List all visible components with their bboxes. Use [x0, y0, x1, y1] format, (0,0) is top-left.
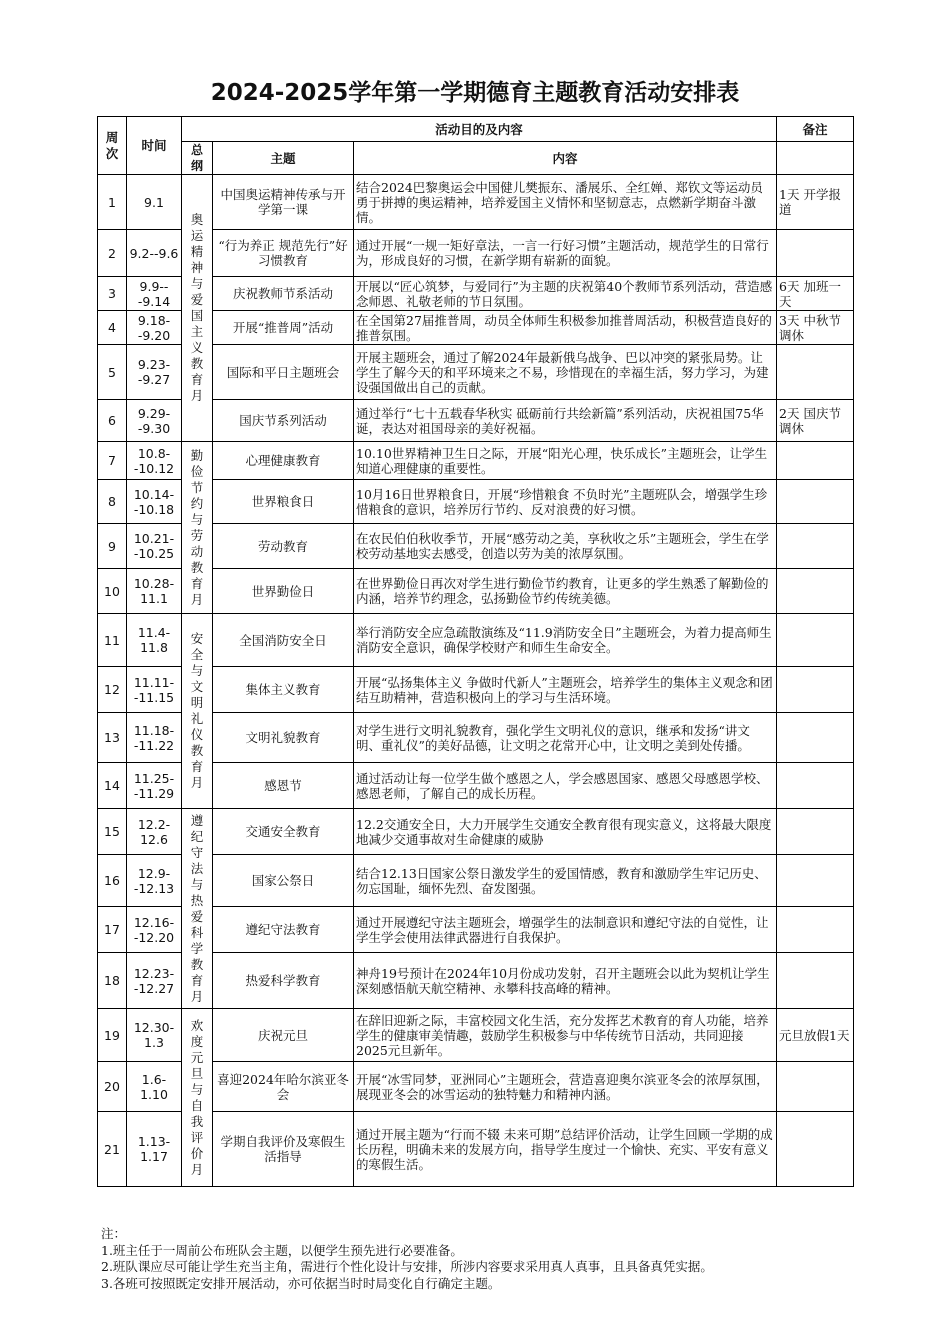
- note-cell: [777, 524, 854, 569]
- time-cell: 12.2-12.6: [127, 809, 182, 855]
- topic-cell: “行为养正 规范先行”好习惯教育: [213, 230, 354, 277]
- header-time: 时间: [127, 117, 182, 175]
- note-item: 3.各班可按照既定安排开展活动，亦可依据当时时局变化自行确定主题。: [101, 1275, 501, 1291]
- note-cell: [777, 763, 854, 809]
- week-cell: 1: [98, 175, 127, 230]
- time-cell: 9.2--9.6: [127, 230, 182, 277]
- content-cell: 通过举行“七十五载春华秋实 砥砺前行共绘新篇”系列活动，庆祝祖国75华诞，表达对祖国母亲的美好祝福。: [354, 400, 777, 442]
- table-row: [98, 1009, 854, 1062]
- note-cell: [777, 667, 854, 713]
- content-cell: 开展“弘扬集体主义 争做时代新人”主题班会，培养学生的集体主义观念和团结互助精神，营造积极向上的学习与生活环境。: [354, 667, 777, 713]
- page-title: 2024-2025学年第一学期德育主题教育活动安排表: [210, 80, 740, 106]
- time-cell: 10.28-11.1: [127, 569, 182, 614]
- note-cell: [777, 1062, 854, 1112]
- content-cell: 神舟19号预计在2024年10月份成功发射，召开主题班会以此为契机让学生深刻感悟航天航空精神、永攀科技高峰的精神。: [354, 953, 777, 1009]
- schedule-body: [98, 175, 854, 1187]
- time-cell: 9.29--9.30: [127, 400, 182, 442]
- topic-cell: 劳动教育: [213, 524, 354, 569]
- week-cell: 4: [98, 311, 127, 345]
- table-row: [98, 442, 854, 480]
- topic-cell: 世界粮食日: [213, 480, 354, 524]
- week-cell: 20: [98, 1062, 127, 1112]
- content-cell: 在世界勤俭日再次对学生进行勤俭节约教育，让更多的学生熟悉了解勤俭的内涵，培养节约理念，弘扬勤俭节约传统美德。: [354, 569, 777, 614]
- note-cell: 2天 国庆节调休: [777, 400, 854, 442]
- week-cell: 2: [98, 230, 127, 277]
- content-cell: 开展主题班会，通过了解2024年最新俄乌战争、巴以冲突的紧张局势。让学生了解今天的和平环境来之不易，珍惜现在的幸福生活，努力学习，为建设强国做出自己的贡献。: [354, 345, 777, 400]
- topic-cell: 集体主义教育: [213, 667, 354, 713]
- week-cell: 17: [98, 907, 127, 953]
- time-cell: 9.9---9.14: [127, 277, 182, 311]
- week-cell: 14: [98, 763, 127, 809]
- content-cell: 在全国第27届推普周，动员全体师生积极参加推普周活动，积极营造良好的推普氛围。: [354, 311, 777, 345]
- week-cell: 3: [98, 277, 127, 311]
- week-cell: 8: [98, 480, 127, 524]
- content-cell: 在农民伯伯秋收季节，开展“感劳动之美，享秋收之乐”主题班会，学生在学校劳动基地实去感受，创造以劳为美的浓厚氛围。: [354, 524, 777, 569]
- week-cell: 9: [98, 524, 127, 569]
- notes: [101, 1226, 901, 1292]
- topic-cell: 热爱科学教育: [213, 953, 354, 1009]
- note-cell: [777, 480, 854, 524]
- content-cell: 10.10世界精神卫生日之际，开展“阳光心理，快乐成长”主题班会，让学生知道心理健康的重要性。: [354, 442, 777, 480]
- week-cell: 10: [98, 569, 127, 614]
- header-purpose: 活动目的及内容: [182, 117, 777, 142]
- week-cell: 21: [98, 1112, 127, 1187]
- note-item: 2.班队课应尽可能让学生充当主角，需进行个性化设计与安排，所涉内容要求采用真人真事，且具备真凭实据。: [101, 1259, 713, 1274]
- content-cell: 开展“冰雪同梦，亚洲同心”主题班会，营造喜迎奥尔滨亚冬会的浓厚氛围，展现亚冬会的冰雪运动的独特魅力和精神内涵。: [354, 1062, 777, 1112]
- note-cell: [777, 953, 854, 1009]
- header-note: 备注: [777, 117, 854, 142]
- theme-label: 欢度元旦与自我评价月: [190, 1017, 204, 1177]
- time-cell: 11.18--11.22: [127, 713, 182, 763]
- note-cell: 6天 加班一天: [777, 277, 854, 311]
- content-cell: 通过开展“一规一矩好章法，一言一行好习惯”主题活动，规范学生的日常行为，形成良好的习惯，在新学期有崭新的面貌。: [354, 230, 777, 277]
- time-cell: 12.30-1.3: [127, 1009, 182, 1062]
- table-row: [98, 614, 854, 667]
- content-cell: 对学生进行文明礼貌教育，强化学生文明礼仪的意识，继承和发扬“讲文明、重礼仪”的美好品德，让文明之花常开心中，让文明之美到处传播。: [354, 713, 777, 763]
- week-cell: 11: [98, 614, 127, 667]
- week-cell: 6: [98, 400, 127, 442]
- time-cell: 9.23--9.27: [127, 345, 182, 400]
- theme-label: 遵纪守法与热爱科学教育月: [190, 812, 204, 1004]
- note-cell: [777, 809, 854, 855]
- time-cell: 10.8--10.12: [127, 442, 182, 480]
- note-cell: [777, 614, 854, 667]
- note-item: 1.班主任于一周前公布班队会主题，以便学生预先进行必要准备。: [101, 1242, 463, 1258]
- topic-cell: 遵纪守法教育: [213, 907, 354, 953]
- schedule-table: [97, 116, 854, 1187]
- time-cell: 9.18--9.20: [127, 311, 182, 345]
- topic-cell: 中国奥运精神传承与开学第一课: [213, 175, 354, 230]
- time-cell: 12.9--12.13: [127, 855, 182, 907]
- note-cell: [777, 569, 854, 614]
- time-cell: 10.21--10.25: [127, 524, 182, 569]
- week-cell: 19: [98, 1009, 127, 1062]
- time-cell: 10.14--10.18: [127, 480, 182, 524]
- header-note-empty: [777, 142, 854, 175]
- theme-label: 安全与文明礼仪教育月: [190, 631, 204, 790]
- topic-cell: 心理健康教育: [213, 442, 354, 480]
- theme-cell: [182, 1009, 213, 1187]
- time-cell: 12.16--12.20: [127, 907, 182, 953]
- content-cell: 通过开展主题为“行而不辍 未来可期”总结评价活动，让学生回顾一学期的成长历程，明确未来的发展方向，指导学生度过一个愉快、充实、平安有意义的寒假生活。: [354, 1112, 777, 1187]
- content-cell: 12.2交通安全日，大力开展学生交通安全教育很有现实意义，这将最大限度地减少交通事故对生命健康的威胁: [354, 809, 777, 855]
- note-cell: [777, 907, 854, 953]
- content-cell: 结合12.13日国家公祭日激发学生的爱国情感，教育和激励学生牢记历史、勿忘国耻，缅怀先烈、奋发图强。: [354, 855, 777, 907]
- note-cell: [777, 442, 854, 480]
- topic-cell: 开展“推普周”活动: [213, 311, 354, 345]
- header-topic: 主题: [213, 142, 354, 175]
- note-cell: 元旦放假1天: [777, 1009, 854, 1062]
- topic-cell: 庆祝元旦: [213, 1009, 354, 1062]
- topic-cell: 庆祝教师节系活动: [213, 277, 354, 311]
- content-cell: 举行消防安全应急疏散演练及“11.9消防安全日”主题班会，为着力提高师生消防安全意识，确保学校财产和师生生命安全。: [354, 614, 777, 667]
- topic-cell: 学期自我评价及寒假生活指导: [213, 1112, 354, 1187]
- content-cell: 通过活动让每一位学生做个感恩之人，学会感恩国家、感恩父母感恩学校、感恩老师，了解自己的成长历程。: [354, 763, 777, 809]
- time-cell: 12.23--12.27: [127, 953, 182, 1009]
- theme-cell: [182, 614, 213, 809]
- notes-label: 注：: [101, 1226, 127, 1241]
- content-cell: 开展以“匠心筑梦，与爱同行”为主题的庆祝第40个教师节系列活动，营造感念师恩、礼敬老师的节日氛围。: [354, 277, 777, 311]
- time-cell: 9.1: [127, 175, 182, 230]
- content-cell: 在辞旧迎新之际，丰富校园文化生活，充分发挥艺术教育的育人功能，培养学生的健康审美情趣，鼓励学生积极参与中华传统节日活动，共同迎接2025元旦新年。: [354, 1009, 777, 1062]
- topic-cell: 世界勤俭日: [213, 569, 354, 614]
- topic-cell: 感恩节: [213, 763, 354, 809]
- theme-label: 勤俭节约与劳动教育月: [190, 447, 204, 607]
- topic-cell: 全国消防安全日: [213, 614, 354, 667]
- topic-cell: 国际和平日主题班会: [213, 345, 354, 400]
- week-cell: 12: [98, 667, 127, 713]
- theme-cell: [182, 175, 213, 442]
- header-content: 内容: [354, 142, 777, 175]
- note-cell: [777, 1112, 854, 1187]
- content-cell: 结合2024巴黎奥运会中国健儿樊振东、潘展乐、全红婵、郑钦文等运动员勇于拼搏的奥运精神，培养爱国主义情怀和坚韧意志，点燃新学期奋斗激情。: [354, 175, 777, 230]
- content-cell: 通过开展遵纪守法主题班会，增强学生的法制意识和遵纪守法的自觉性，让学生学会使用法律武器进行自我保护。: [354, 907, 777, 953]
- note-cell: 3天 中秋节调休: [777, 311, 854, 345]
- time-cell: 1.13-1.17: [127, 1112, 182, 1187]
- week-cell: 16: [98, 855, 127, 907]
- note-cell: [777, 345, 854, 400]
- topic-cell: 交通安全教育: [213, 809, 354, 855]
- week-cell: 5: [98, 345, 127, 400]
- week-cell: 7: [98, 442, 127, 480]
- table-row: [98, 175, 854, 230]
- topic-cell: 国庆节系列活动: [213, 400, 354, 442]
- theme-label: 奥运精神与爱国主义教育月: [190, 212, 204, 403]
- note-cell: [777, 855, 854, 907]
- topic-cell: 喜迎2024年哈尔滨亚冬会: [213, 1062, 354, 1112]
- time-cell: 1.6-1.10: [127, 1062, 182, 1112]
- table-row: [98, 809, 854, 855]
- note-cell: 1天 开学报道: [777, 175, 854, 230]
- week-cell: 13: [98, 713, 127, 763]
- week-cell: 18: [98, 953, 127, 1009]
- topic-cell: 文明礼貌教育: [213, 713, 354, 763]
- header-week: 周次: [98, 117, 127, 175]
- time-cell: 11.25--11.29: [127, 763, 182, 809]
- note-cell: [777, 230, 854, 277]
- note-cell: [777, 713, 854, 763]
- theme-cell: [182, 809, 213, 1009]
- content-cell: 10月16日世界粮食日，开展“珍惜粮食 不负时光”主题班队会，增强学生珍惜粮食的意识，培养厉行节约、反对浪费的好习惯。: [354, 480, 777, 524]
- time-cell: 11.4-11.8: [127, 614, 182, 667]
- time-cell: 11.11--11.15: [127, 667, 182, 713]
- week-cell: 15: [98, 809, 127, 855]
- header-theme: 总纲: [182, 142, 213, 175]
- topic-cell: 国家公祭日: [213, 855, 354, 907]
- theme-cell: [182, 442, 213, 614]
